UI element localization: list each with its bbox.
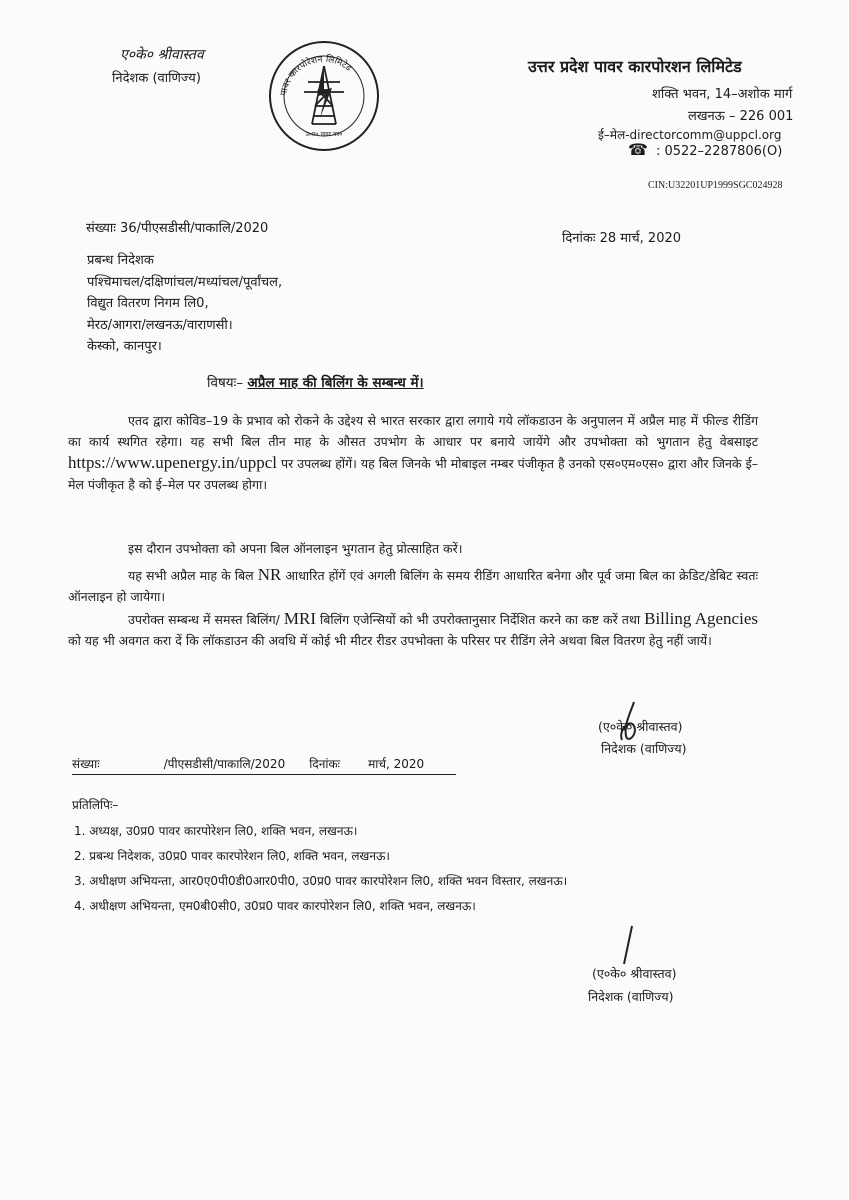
paragraph-4 [68,608,758,651]
logo-motto: उ०प्र० पावर का० [305,131,343,138]
address-line-2: लखनऊ – 226 001 [688,109,794,124]
phone-number: : 0522–2287806(O) [655,144,783,159]
paragraph-3-text: यह सभी अप्रैल माह के बिल [128,568,254,583]
billing-agencies-term: Billing Agencies [644,609,758,628]
logo-text: पावर कारपोरेशन लिमिटेड [279,54,354,97]
reference-number: संख्याः 36/पीएसडीसी/पाकालि/2020 [86,221,269,236]
company-logo [268,40,380,152]
nr-term: NR [257,565,282,584]
paragraph-3-text-end: आधारित होंगें एवं अगली बिलिंग के समय रीडिंग आधारित बनेगा और पूर्व जमा बिल का क्रेडिट/डेबिट स्वतः ऑनलाइन हो जायेगा। [68,568,758,604]
subject-line [207,373,424,391]
copy-to-label: प्रतिलिपिः– [72,798,119,812]
svg-text:पावर कारपोरेशन लिमिटेड [279,53,353,97]
signature-2 [612,924,642,966]
addressee-block [87,250,487,358]
signatory-name-1: (ए०के० श्रीवास्तव) [598,719,683,734]
paragraph-4-text-end: को यह भी अवगत करा दें कि लॉकडाउन की अवधि में कोई भी मीटर रीडर उपभोक्ता के परिसर पर रीडिंग लेने अथवा बिल वितरण हेतु नहीं जायें। [68,633,712,648]
org-name: उत्तर प्रदेश पावर कारपोरशन लिमिटेड [528,57,742,76]
paragraph-1-text: एतद द्वारा कोविड–19 के प्रभाव को रोकने के उद्देश्य से भारत सरकार द्वारा लगाये गये लॉकडाउन के अनुपालन में अप्रैल माह में फील्ड रीडिंग का कार्य स्थगित रहेगा। यह सभी बिल तीन माह के औसत उपभोग के आधार पर बनाये जायेंगे और उपभोक्ता को भुगतान हेतु वेबसाइट [68,413,758,449]
paragraph-4-text-mid: बिलिंग एजेन्सियों को भी उपरोक्तानुसार निर्देशित करने का कष्ट करें तथा [320,612,641,627]
copy-date-label: दिनांकः [309,757,341,771]
copy-ref-label: संख्याः [72,757,100,771]
copy-item: 2. प्रबन्ध निदेशक, उ0प्र0 पावर कारपोरेशन लि0, शक्ति भवन, लखनऊ। [74,849,390,863]
paragraph-1-text-end: पर उपलब्ध होंगें। यह बिल जिनके भी मोबाइल नम्बर पंजीकृत है उनको एस०एम०एस० द्वारा और जिनके ई–मेल पंजीकृत है को ई–मेल पर उपलब्ध होगा। [68,456,758,492]
phone-row [628,140,782,159]
cin-number: CIN:U32201UP1999SGC024928 [648,180,783,191]
paragraph-4-text: उपरोक्त सम्बन्ध में समस्त बिलिंग/ [128,612,280,627]
sender-title: निदेशक (वाणिज्य) [112,71,201,86]
addressee-line: विद्युत वितरण निगम लि0, [87,296,209,311]
website-url: https://www.upenergy.in/uppcl [68,453,278,472]
paragraph-2 [68,538,758,559]
letter-date: दिनांकः 28 मार्च, 2020 [562,231,682,246]
addressee-line: पश्चिमाचल/दक्षिणांचल/मध्यांचल/पूर्वांचल, [87,274,283,290]
copy-item: 1. अध्यक्ष, उ0प्र0 पावर कारपोरेशन लि0, शक्ति भवन, लखनऊ। [74,824,358,838]
copy-item: 3. अधीक्षण अभियन्ता, आर0ए0पी0डी0आर0पी0, उ0प्र0 पावर कारपोरेशन लि0, शक्ति भवन विस्तार, लखनऊ। [74,874,568,888]
signatory-title-1: निदेशक (वाणिज्य) [601,741,687,756]
paragraph-1 [68,410,758,495]
sender-name: ए०के० श्रीवास्तव [120,47,204,63]
copy-reference [72,755,424,772]
mri-term: MRI [283,609,316,628]
addressee-line: मेरठ/आगरा/लखनऊ/वाराणसी। [87,317,233,333]
telephone-icon: ☎ [628,140,648,159]
signatory-title-2: निदेशक (वाणिज्य) [588,989,674,1004]
copy-ref-number: /पीएसडीसी/पाकालि/2020 [163,757,286,771]
addressee-line: केस्को, कानपुर। [87,339,162,354]
subject-label: विषयः– [207,375,244,391]
copy-date: मार्च, 2020 [368,757,425,771]
paragraph-2-text: इस दौरान उपभोक्ता को अपना बिल ऑनलाइन भुगतान हेतु प्रोत्साहित करें। [128,541,463,556]
email: ई–मेल-directorcomm@uppcl.org [598,128,782,142]
addressee-line: प्रबन्ध निदेशक [87,253,154,268]
copy-reference-underline [72,774,456,775]
subject-text: अप्रैल माह की बिलिंग के सम्बन्ध में। [247,375,424,391]
copy-item: 4. अधीक्षण अभियन्ता, एम0बी0सी0, उ0प्र0 पावर कारपोरेशन लि0, शक्ति भवन, लखनऊ। [74,899,476,913]
signatory-name-2: (ए०के० श्रीवास्तव) [592,966,677,981]
paragraph-3 [68,564,758,607]
address-line-1: शक्ति भवन, 14–अशोक मार्ग [652,87,793,102]
